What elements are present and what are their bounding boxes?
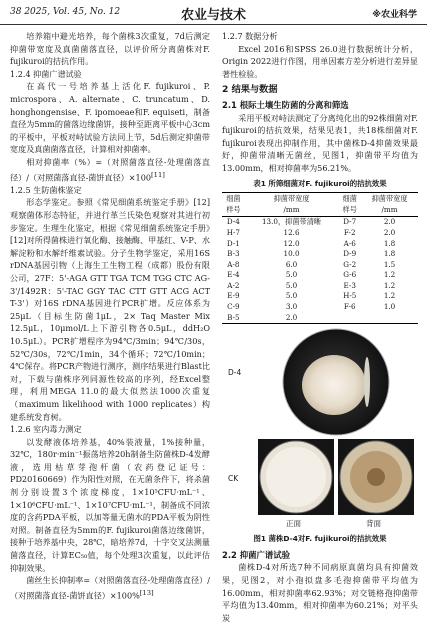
- label-ck: CK: [228, 474, 239, 484]
- section-heading: 1.2.5 生防菌株鉴定: [10, 184, 82, 195]
- table-cell: B-5: [222, 313, 245, 324]
- table-row: [222, 228, 418, 239]
- formula-text: 菌丝生长抑制率=（对照菌落直径-处理菌落直径）/（对照菌落直径-菌饼直径）×100%: [10, 575, 210, 601]
- table-cell: H-5: [343, 291, 357, 301]
- table-row: [222, 217, 418, 228]
- table-cell: 1.8: [383, 249, 396, 259]
- table-cell: 13.0，抑菌带清晰: [261, 217, 322, 227]
- formula: [10, 574, 210, 602]
- label-d4: D-4: [228, 368, 242, 378]
- table-cell: 2.0: [245, 313, 339, 324]
- table-cell: 1.2: [383, 270, 396, 280]
- label-back: 背面: [366, 519, 381, 529]
- table-cell: [338, 313, 361, 324]
- formula-text: 相对抑菌率（%）=（对照菌落直径-处理菌落直径）/（对照菌落直径-菌饼直径）×100: [10, 156, 210, 183]
- table-row: [222, 313, 418, 324]
- formula: [10, 156, 210, 184]
- left-column: [10, 30, 210, 602]
- table-cell: E-4: [227, 270, 240, 280]
- results-table: [222, 192, 418, 324]
- citation: [13]: [139, 588, 154, 597]
- table-row: [222, 270, 418, 281]
- page-number-volume: 38 2025, Vol. 45, No. 12: [10, 7, 121, 17]
- table-row: [222, 281, 418, 292]
- table-cell: D-1: [226, 238, 240, 248]
- page-header: [0, 0, 427, 25]
- table-caption: 表1 所筛细菌对F. fujikuroi的拮抗效果: [253, 178, 387, 188]
- bacterial-streak: [364, 357, 370, 407]
- table-cell: 5.0: [285, 270, 298, 280]
- table-cell: D-7: [343, 217, 357, 227]
- table-cell: H-7: [226, 227, 241, 237]
- table-cell: A-2: [227, 280, 240, 290]
- table-cell: 3.0: [285, 302, 298, 312]
- colony: [266, 447, 326, 507]
- table-cell: E-3: [343, 280, 356, 290]
- table-row: [222, 260, 418, 271]
- table-cell: 2.0: [383, 227, 396, 237]
- table-cell: 1.2: [383, 280, 396, 290]
- table-header: 细菌 样号: [338, 193, 361, 217]
- table-cell: F-2: [343, 227, 356, 237]
- table-cell: 1.2: [383, 291, 396, 301]
- table-row: [222, 302, 418, 313]
- citation: [11]: [151, 170, 165, 179]
- table-cell: 6.0: [285, 259, 298, 269]
- section-heading: 1.2.7 数据分析: [222, 31, 278, 41]
- table-row: [222, 239, 418, 250]
- section-heading: 1.2.4 抑菌广谱试验: [10, 68, 82, 79]
- table-cell: 1.8: [383, 238, 396, 248]
- table-cell: F-6: [343, 302, 356, 312]
- paragraph: 形态学鉴定。参照《常见细菌系统鉴定手册》[12]观察菌体形态特征，并进行革兰氏染色观察对其进行初步鉴定。生理生化鉴定，根据《常见细菌系统鉴定手册》[12]对所得菌株进行氧化酶、接触酶、甲基红、V-P、水解淀粉和水解纤维素试验。分子生物学鉴定，采用16S rDNA基因引物（上海生工生物工程（成都）股份有限公司，27F：5'-AGA GTT TGA TCM TGG CTC AG-3'/1492R：5'-TAC GGY TAC CTT GTT ACG ACT T-3'）对16S rDNA基因进行PCR扩增。反应体系为25μL（目标生防菌1μL，2× Taq Master Mix 12.5μL，10μmol/L上下游引物各0.5μL，ddH₂O 10.5μL）。PCR扩增程序为94℃/3min；94℃/30s，52℃/30s，72℃/1min，34个循环；72℃/10min；4℃保存。将PCR产物进行测序，测序结果进行Blast比对，下载与菌株序列同源性较高的序列，经Excel整理，利用MEGA 11.0的最大似然法1000次重复（maximum likelihood with 1000 replicates）构建系统发育树。: [10, 197, 210, 422]
- table-row: [222, 291, 418, 302]
- table-header: 抑菌带宽度 /mm: [361, 193, 418, 217]
- figure-caption: 图1 菌株D-4对F. fujikuroi的拮抗效果: [253, 534, 387, 544]
- paragraph: 培养箱中避光培养，每个菌株3次重复，7d后测定抑菌带宽度及真菌菌落直径，以评价所分离菌株对F. fujikuroi的拮抗作用。: [10, 31, 210, 67]
- section-heading: 2.2 抑菌广谱试验: [222, 549, 291, 560]
- section-label: ※农业科学: [372, 10, 417, 20]
- paragraph: 以发酵液体培养基，40%装液量，1%接种量，32℃，180r·min⁻¹振荡培养20h制备生防菌株D-4发酵液，选用枯草芽孢杆菌（农药登记证号：PD20160669）作为阳性对照，在无菌条件下，将杀菌剂分别设置3个浓度梯度，1×10⁵CFU·mL⁻¹、1×10⁶CFU·mL⁻¹、1×10⁷CFU·mL⁻¹，制备成不同浓度的含药PDA平板，以加等量无菌水的PDA平板为阴性对照。制备直径为5mm的F. fujikuroi菌落边缘菌饼，接种于培养基中央，28℃，暗培养7d，十字交叉法测量菌落直径，计算EC₅₀值，每个处理3次重复，以此评估抑制效果。: [10, 436, 210, 573]
- figure-1: [222, 327, 418, 531]
- table-cell: 2.0: [383, 217, 396, 227]
- table-cell: 5.0: [285, 291, 298, 301]
- table-cell: B-3: [227, 249, 240, 259]
- colony: [302, 355, 366, 415]
- table-cell: 1.5: [383, 259, 396, 269]
- table-cell: A-8: [227, 259, 240, 269]
- paragraph: Excel 2016和SPSS 26.0进行数据统计分析，Origin 2022进行作图，用单因素方差分析进行差异显著性检验。: [222, 43, 418, 79]
- table-cell: 10.0: [283, 249, 300, 259]
- table-cell: 1.0: [383, 302, 396, 312]
- section-heading: 2.1 根际土壤生防菌的分离和筛选: [222, 99, 349, 110]
- table-header: 抑菌带宽度 /mm: [245, 193, 339, 217]
- table-header: 细菌 样号: [222, 193, 245, 217]
- table-cell: G-2: [343, 259, 357, 269]
- right-column: [222, 30, 418, 624]
- paragraph: 采用平板对峙法测定了分离纯化出的92株细菌对F. fujikuroi的拮抗效果，结果见表1，共18株细菌对F. fujikuroi表现出抑制作用，其中菌株D-4抑菌效果最好，抑菌带清晰无菌丝，见图1，抑菌带平均值为13.00mm，相对抑菌率为56.21%。: [222, 112, 418, 173]
- table-cell: E-9: [227, 291, 240, 301]
- section-heading: 2 结果与数据: [222, 84, 278, 96]
- table-cell: [361, 313, 418, 324]
- table-cell: 12.0: [283, 238, 300, 248]
- label-front: 正面: [286, 519, 301, 529]
- table-cell: A-6: [343, 238, 356, 248]
- journal-title: 农业与技术: [180, 8, 246, 23]
- table-cell: D-4: [226, 217, 240, 227]
- section-heading: 1.2.6 室内毒力测定: [10, 424, 82, 435]
- paragraph: 在高代一号培养基上活化F. fujikuroi、P. microspora、A. alternate、C. truncatum、D. honghongensise、F. ipomoeae和F. equiseti，制备直径为5mm的菌落边缘菌饼，接种至距离平板中心3cm的平板中，平板对峙试验方法同上节，5d后测定抑菌带宽度及真菌菌落直径，计算相对抑菌率。: [10, 81, 210, 155]
- colony-center: [367, 468, 385, 486]
- table-cell: 12.6: [283, 227, 300, 237]
- table-cell: G-6: [343, 270, 357, 280]
- table-cell: D-9: [343, 249, 357, 259]
- table-row: [222, 249, 418, 260]
- figure-plates: [222, 327, 418, 531]
- paragraph: 菌株D-4对所选7种不同病原真菌均具有抑菌效果，见图2，对小孢拟盘多毛孢抑菌带平均值为16.00mm，相对抑菌率62.93%；对交链格孢抑菌带平均值为13.40mm，相对抑菌率为60.21%；对平头炭: [222, 562, 418, 623]
- table-cell: C-9: [227, 302, 240, 312]
- table-cell: 5.0: [285, 280, 298, 290]
